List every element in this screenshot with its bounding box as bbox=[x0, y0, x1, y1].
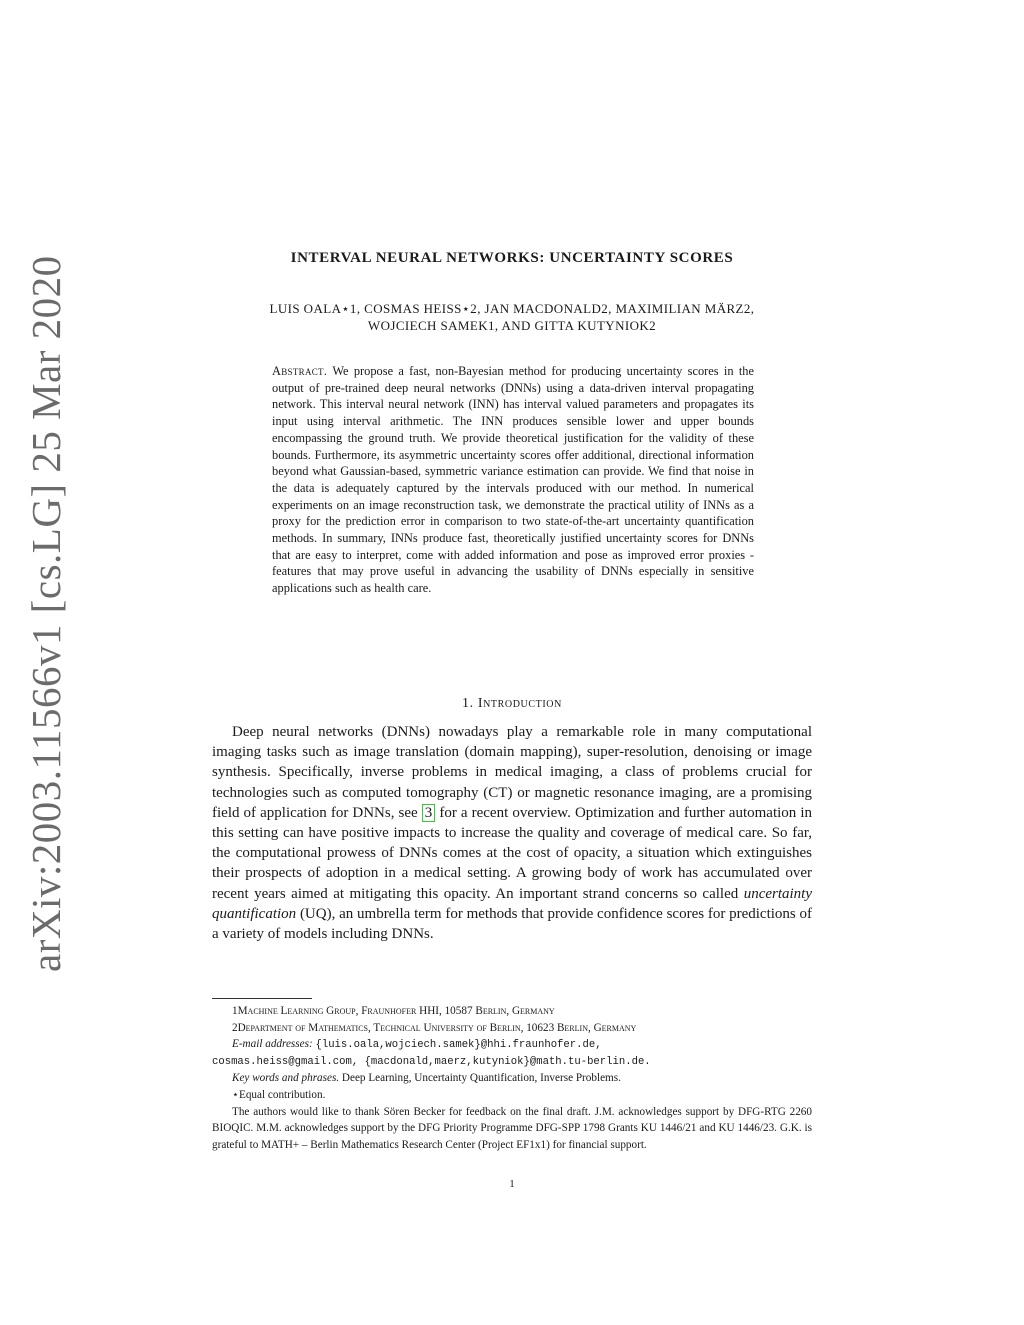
paper-title: INTERVAL NEURAL NETWORKS: UNCERTAINTY SCORES bbox=[290, 250, 734, 266]
footnote-affiliation-2: 2Department of Mathematics, Technical University of Berlin, 10623 Berlin, Germany bbox=[232, 1021, 637, 1034]
page-number: 1 bbox=[509, 1178, 515, 1190]
footnote-keywords bbox=[212, 1070, 812, 1087]
email-label: E-mail addresses: bbox=[232, 1038, 313, 1051]
intro-text-part-2: for a recent overview. Optimization and further automation in this setting can have positive impacts to increase the quality and coverage of medical care. So far, the computational prowess of DNNs comes at the cost of opacity, a situation which extinguishes their prospects of adoption in a medical setting. A growing body of work has accumulated over recent years aimed at mitigating this opacity. An important strand concerns so called bbox=[212, 804, 813, 902]
intro-text-part-3: (UQ), an umbrella term for methods that provide confidence scores for predictions of a variety of models including DNNs. bbox=[212, 905, 812, 943]
email-list-1: {luis.oala,wojciech.samek}@hhi.fraunhofer.de, bbox=[315, 1039, 602, 1052]
citation-number: 3 bbox=[424, 804, 433, 821]
footnote-acknowledgements: The authors would like to thank Sören Becker for feedback on the final draft. J.M. acknowledges support by DFG-RTG 2260 BIOQIC. M.M. acknowledges support by the DFG Priority Programme DFG-SPP 1798 Grants KU 1446/21 and KU 1446/23. G.K. is grateful to MATH+ – Berlin Mathematics Research Center (Project EF1x1) for financial support. bbox=[212, 1105, 812, 1151]
author-line-1: LUIS OALA⋆1, COSMAS HEISS⋆2, JAN MACDONALD2, MAXIMILIAN MÄRZ2, bbox=[269, 301, 755, 316]
footnote-affiliation-1: 1Machine Learning Group, Fraunhofer HHI, 10587 Berlin, Germany bbox=[232, 1005, 555, 1017]
author-line-2: WOJCIECH SAMEK1, AND GITTA KUTYNIOK2 bbox=[367, 318, 657, 333]
intro-text-part-1: Deep neural networks (DNNs) nowadays play a remarkable role in many computational imaging tasks such as image translation (domain mapping), super-resolution, denoising or image synthesis. Specifically, inverse problems in medical imaging, a class of problems crucial for technologies such as computed tomography (CT) or magnetic resonance imaging, are a promising field of application for DNNs, see bbox=[212, 724, 812, 821]
footnote-equal-contribution: ⋆Equal contribution. bbox=[232, 1088, 326, 1101]
abstract-text: We propose a fast, non-Bayesian method for producing uncertainty scores in the output of pre-trained deep neural networks (DNNs) using a data-driven interval propagating network. This interval neural network (INN) has interval valued parameters and propagates its input using interval arithmetic. The INN produces sensible lower and upper bounds encompassing the ground truth. We provide theoretical justification for the validity of these bounds. Furthermore, its asymmetric uncertainty scores offer additional, directional information beyond what Gaussian-based, symmetric variance estimation can provide. We find that noise in the data is adequately captured by the intervals produced with our method. In numerical experiments on an image reconstruction task, we demonstrate the practical utility of INNs as a proxy for the prediction error in comparison to two state-of-the-art uncertainty quantification methods. In summary, INNs produce fast, theoretically justified uncertainty scores for DNNs that are easy to interpret, come with added information and pose as improved error proxies - features that may prove useful in advancing the usability of DNNs especially in sensitive applications such as health care. bbox=[272, 364, 754, 596]
footnote-email bbox=[212, 1036, 812, 1054]
abstract bbox=[272, 363, 754, 597]
introduction-paragraph bbox=[212, 722, 812, 944]
abstract-label: Abstract. bbox=[272, 364, 328, 378]
footnote-rule bbox=[212, 998, 312, 999]
keywords-text: Deep Learning, Uncertainty Quantification, Inverse Problems. bbox=[341, 1072, 621, 1085]
intro-emphasis: uncertainty quantification bbox=[212, 885, 813, 922]
author-list bbox=[212, 300, 812, 334]
arxiv-identifier-stamp: arXiv:2003.11566v1 [cs.LG] 25 Mar 2020 bbox=[23, 255, 69, 972]
citation-link[interactable] bbox=[422, 804, 436, 822]
footnotes bbox=[212, 1003, 812, 1153]
keywords-label: Key words and phrases. bbox=[232, 1072, 340, 1085]
introduction-body bbox=[212, 722, 812, 944]
email-list-2: cosmas.heiss@gmail.com, {macdonald,maerz,kutyniok}@math.tu-berlin.de. bbox=[212, 1055, 651, 1068]
section-heading-introduction: 1. Introduction bbox=[462, 696, 562, 711]
